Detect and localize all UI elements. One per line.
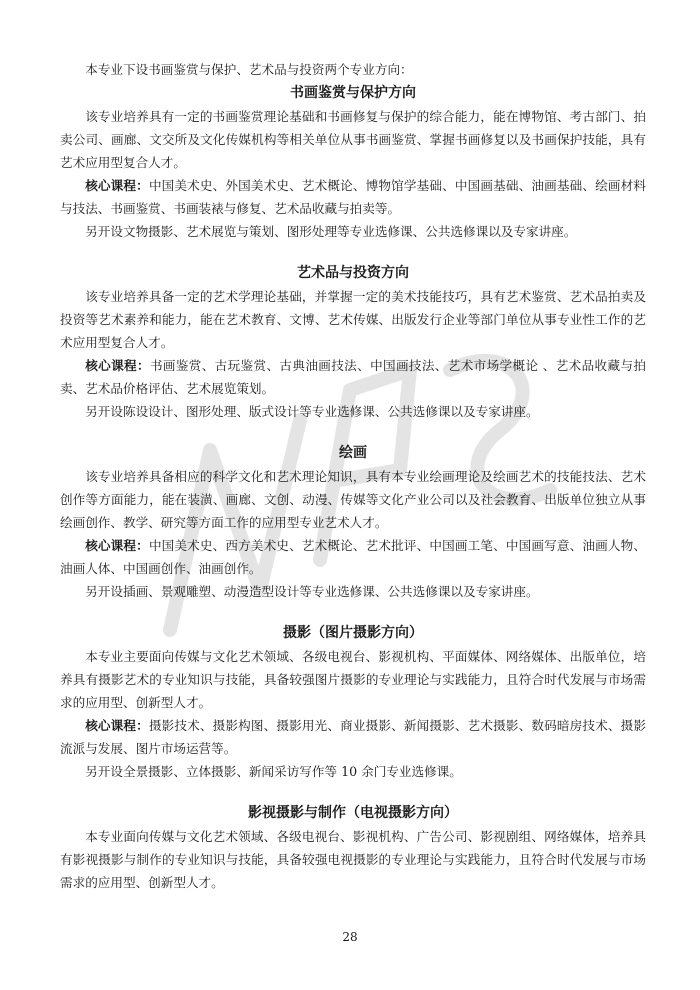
section-painting bbox=[60, 441, 646, 603]
core-courses-list: 摄影技术、摄影构图、摄影用光、商业摄影、新闻摄影、艺术摄影、数码暗房技术、摄影流派与发展、图片市场运营等。 bbox=[60, 718, 647, 756]
section-title: 艺术品与投资方向 bbox=[297, 265, 409, 281]
core-courses-list: 中国美术史、西方美术史、艺术概论、艺术批评、中国画工笔、中国画写意、油画人物、油画人体、中国画创作、油画创作。 bbox=[60, 538, 647, 576]
page-number: 28 bbox=[342, 930, 358, 944]
section-calligraphy-appraisal bbox=[60, 81, 646, 243]
core-courses bbox=[60, 534, 646, 580]
section-description: 该专业培养具有一定的书画鉴赏理论基础和书画修复与保护的综合能力，能在博物馆、考古部门、拍卖公司、画廊、文交所及文化传媒机构等相关单位从事书画鉴赏、掌握书画修复以及书画保护技能，具有艺术应用型复合人才。 bbox=[60, 109, 646, 170]
core-courses-label: 核心课程： bbox=[85, 178, 149, 193]
core-courses bbox=[60, 714, 646, 760]
section-description: 该专业培养具备一定的艺术学理论基础，并掌握一定的美术技能技巧，具有艺术鉴赏、艺术品拍卖及投资等艺术素养和能力，能在艺术教育、文博、艺术传媒、出版发行企业等部门单位从事专业性工作的艺术应用型复合人才。 bbox=[60, 289, 646, 350]
core-courses-label: 核心课程： bbox=[85, 718, 149, 733]
section-film-tv-photography bbox=[60, 801, 646, 894]
core-courses-label: 核心课程： bbox=[85, 358, 150, 373]
electives-text: 另开设插画、景观雕塑、动漫造型设计等专业选修课、公共选修课以及专家讲座。 bbox=[85, 584, 539, 599]
electives-text: 另开设全景摄影、立体摄影、新闻采访写作等 10 余门专业选修课。 bbox=[85, 764, 462, 779]
document-body bbox=[60, 56, 646, 894]
core-courses bbox=[60, 174, 646, 220]
electives-text: 另开设陈设设计、图形处理、版式设计等专业选修课、公共选修课以及专家讲座。 bbox=[85, 404, 539, 419]
section-title: 摄影（图片摄影方向） bbox=[283, 625, 423, 641]
core-courses-list: 书画鉴赏、古玩鉴赏、古典油画技法、中国画技法、艺术市场学概论 、艺术品收藏与拍卖、艺术品价格评估、艺术展览策划。 bbox=[60, 358, 646, 396]
section-photography bbox=[60, 621, 646, 783]
section-title: 绘画 bbox=[339, 445, 367, 461]
intro-text: 本专业下设书画鉴赏与保护、艺术品与投资两个专业方向： bbox=[85, 62, 413, 77]
core-courses-list: 中国美术史、外国美术史、艺术概论、博物馆学基础、中国画基础、油画基础、绘画材料与技法、书画鉴赏、书画装裱与修复、艺术品收藏与拍卖等。 bbox=[60, 178, 647, 216]
section-description: 本专业面向传媒与文化艺术领域、各级电视台、影视机构、广告公司、影视剧组、网络媒体，培养具有影视摄影与制作的专业知识与技能，具备较强电视摄影的专业理论与实践能力，且符合时代发展与市场需求的应用型、创新型人才。 bbox=[60, 829, 646, 890]
core-courses bbox=[60, 354, 646, 400]
section-title: 书画鉴赏与保护方向 bbox=[290, 85, 416, 101]
section-title: 影视摄影与制作（电视摄影方向） bbox=[248, 805, 458, 821]
section-description: 本专业主要面向传媒与文化艺术领域、各级电视台、影视机构、平面媒体、网络媒体、出版单位，培养具有摄影艺术的专业知识与技能，具备较强图片摄影的专业理论与实践能力，且符合时代发展与市场需求的应用型、创新型人才。 bbox=[60, 649, 646, 710]
core-courses-label: 核心课程： bbox=[85, 538, 149, 553]
electives-text: 另开设文物摄影、艺术展览与策划、图形处理等专业选修课、公共选修课以及专家讲座。 bbox=[85, 224, 577, 239]
section-description: 该专业培养具备相应的科学文化和艺术理论知识，具有本专业绘画理论及绘画艺术的技能技法、艺术创作等方面能力，能在装潢、画廊、文创、动漫、传媒等文化产业公司以及社会教育、出版单位独立从事绘画创作、教学、研究等方面工作的应用型专业艺术人才。 bbox=[60, 469, 646, 530]
section-art-investment bbox=[60, 261, 646, 423]
